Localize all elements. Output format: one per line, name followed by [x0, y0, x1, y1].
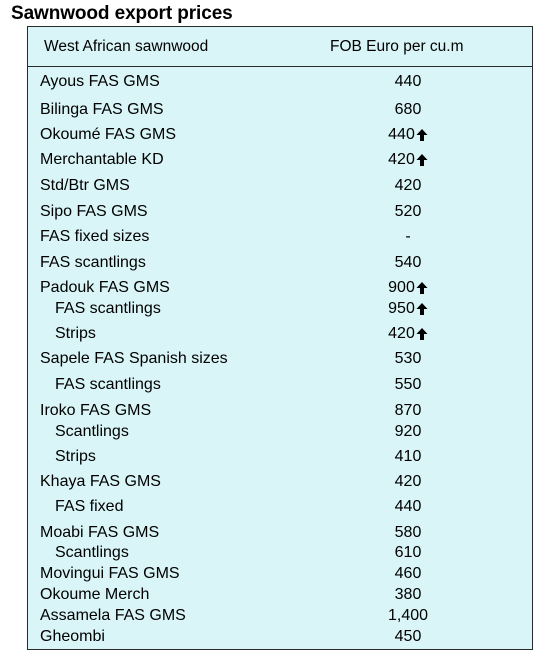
row-price — [348, 300, 468, 318]
row-price — [348, 101, 468, 119]
row-price — [348, 586, 468, 604]
row-name: Padouk FAS GMS — [40, 279, 170, 296]
row-name: Bilinga FAS GMS — [40, 101, 164, 118]
price-value: 950 — [388, 300, 415, 317]
row-price — [348, 177, 468, 195]
row-price — [348, 73, 468, 91]
row-price — [348, 402, 468, 420]
row-price — [348, 544, 468, 562]
row-price — [348, 628, 468, 646]
row-price — [348, 524, 468, 542]
table-row — [28, 627, 532, 649]
row-name: Scantlings — [55, 423, 129, 440]
row-price — [348, 350, 468, 368]
row-price — [348, 325, 468, 343]
row-price — [348, 228, 468, 246]
row-name: Gheombi — [40, 628, 105, 645]
price-value: 460 — [394, 565, 422, 582]
table-row — [28, 447, 532, 469]
row-name: Okoume Merch — [40, 586, 150, 603]
row-name: Khaya FAS GMS — [40, 473, 161, 490]
row-name: Strips — [55, 325, 96, 342]
row-price — [348, 565, 468, 583]
row-name: Strips — [55, 448, 96, 465]
row-name: Iroko FAS GMS — [40, 402, 152, 419]
price-value: 420 — [388, 151, 415, 168]
row-price — [348, 203, 468, 221]
price-value: 680 — [394, 101, 422, 118]
column-header-sawnwood: West African sawnwood — [44, 38, 209, 55]
row-price — [348, 151, 468, 169]
row-name: FAS scantlings — [40, 254, 146, 271]
row-price — [348, 423, 468, 441]
table-row — [28, 72, 532, 94]
table-row — [28, 227, 532, 249]
row-name: Sapele FAS Spanish sizes — [40, 350, 228, 367]
price-value: 420 — [394, 473, 422, 490]
price-value: 1,400 — [387, 607, 429, 624]
table-row — [28, 100, 532, 122]
price-value: - — [405, 228, 411, 245]
price-value: 440 — [394, 498, 422, 515]
table-row — [28, 422, 532, 444]
table-row — [28, 585, 532, 607]
table-row — [28, 324, 532, 346]
arrow-up-icon — [416, 327, 428, 341]
row-name: FAS scantlings — [55, 300, 161, 317]
row-name: FAS scantlings — [55, 376, 161, 393]
table-row — [28, 349, 532, 371]
table-row — [28, 299, 532, 321]
table-header — [28, 27, 532, 67]
price-value: 440 — [388, 126, 415, 143]
price-value: 380 — [394, 586, 422, 603]
row-price — [348, 376, 468, 394]
price-value: 920 — [394, 423, 422, 440]
row-name: Sipo FAS GMS — [40, 203, 148, 220]
row-price — [348, 498, 468, 516]
row-price — [348, 473, 468, 491]
row-price — [348, 448, 468, 466]
table-row — [28, 401, 532, 423]
table-row — [28, 150, 532, 172]
price-value: 440 — [394, 73, 422, 90]
price-value: 900 — [388, 279, 415, 296]
table-row — [28, 564, 532, 586]
row-name: Merchantable KD — [40, 151, 164, 168]
arrow-up-icon — [416, 153, 428, 167]
row-name: Ayous FAS GMS — [40, 73, 160, 90]
table-row — [28, 202, 532, 224]
row-price — [348, 126, 468, 144]
row-name: Moabi FAS GMS — [40, 524, 160, 541]
row-price — [348, 279, 468, 297]
table-row — [28, 606, 532, 628]
price-value: 410 — [394, 448, 422, 465]
price-value: 520 — [394, 203, 422, 220]
table-row — [28, 375, 532, 397]
price-value: 870 — [394, 402, 422, 419]
table-row — [28, 278, 532, 300]
arrow-up-icon — [416, 302, 428, 316]
page-title: Sawnwood export prices — [11, 3, 233, 24]
arrow-up-icon — [416, 128, 428, 142]
row-name: Okoumé FAS GMS — [40, 126, 177, 143]
column-header-price: FOB Euro per cu.m — [330, 38, 464, 55]
row-name: Assamela FAS GMS — [40, 607, 186, 624]
price-value: 450 — [394, 628, 422, 645]
row-price — [348, 607, 468, 625]
table-row — [28, 176, 532, 198]
price-value: 540 — [394, 254, 422, 271]
row-price — [348, 254, 468, 272]
price-value: 420 — [388, 325, 415, 342]
price-value: 610 — [394, 544, 422, 561]
table-row — [28, 253, 532, 275]
table-row — [28, 497, 532, 519]
price-table — [27, 26, 533, 650]
table-row — [28, 543, 532, 565]
table-row — [28, 523, 532, 545]
row-name: Scantlings — [55, 544, 129, 561]
row-name: FAS fixed sizes — [40, 228, 150, 245]
row-name: Movingui FAS GMS — [40, 565, 180, 582]
price-value: 420 — [394, 177, 422, 194]
row-name: Std/Btr GMS — [40, 177, 130, 194]
price-value: 550 — [394, 376, 422, 393]
row-name: FAS fixed — [55, 498, 124, 515]
table-row — [28, 125, 532, 147]
table-row — [28, 472, 532, 494]
arrow-up-icon — [416, 281, 428, 295]
price-value: 530 — [394, 350, 422, 367]
price-value: 580 — [394, 524, 422, 541]
